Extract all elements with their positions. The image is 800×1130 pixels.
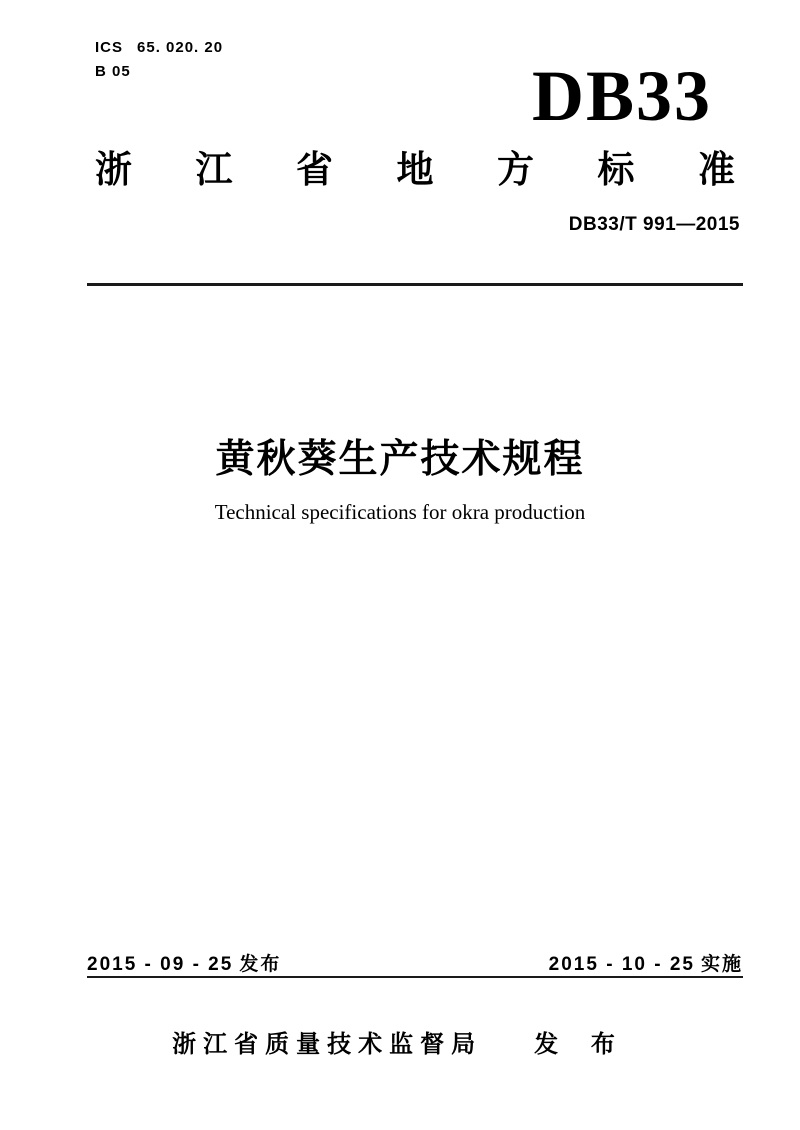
publish-label: 发 布 xyxy=(534,1031,628,1058)
standard-name-char: 标 xyxy=(597,149,635,190)
issue-label: 发布 xyxy=(239,954,282,975)
ics-code-line xyxy=(95,36,237,60)
standard-name xyxy=(87,148,743,192)
standard-name-char: 方 xyxy=(497,149,534,190)
classification-code: B 05 xyxy=(95,63,131,80)
standard-name-char: 准 xyxy=(698,149,735,190)
publisher-row xyxy=(0,1024,800,1059)
standard-name-char: 江 xyxy=(195,149,233,190)
db33-logo: DB33 xyxy=(531,56,712,136)
ics-code: 65. 020. 20 xyxy=(137,39,224,56)
standard-name-char: 浙 xyxy=(95,149,132,190)
implement-date-line xyxy=(549,949,743,976)
standard-name-char: 地 xyxy=(396,149,434,190)
header-divider-rule xyxy=(87,283,743,286)
classification-code-line xyxy=(95,60,237,84)
footer-divider-rule xyxy=(87,976,743,978)
standard-name-char: 省 xyxy=(296,149,333,190)
publisher-name: 浙江省质量技术监督局 xyxy=(172,1031,483,1058)
dates-row xyxy=(87,949,743,976)
implement-date: 2015 - 10 - 25 xyxy=(548,954,695,975)
ics-label: ICS xyxy=(95,39,124,56)
issue-date: 2015 - 09 - 25 xyxy=(87,954,234,975)
document-title-chinese: 黄秋葵生产技术规程 xyxy=(215,438,585,481)
issue-date-line xyxy=(87,949,281,976)
document-title-english: Technical specifications for okra production xyxy=(214,500,586,524)
ics-block xyxy=(95,36,237,84)
implement-label: 实施 xyxy=(700,954,743,975)
standard-number: DB33/T 991—2015 xyxy=(568,214,740,235)
